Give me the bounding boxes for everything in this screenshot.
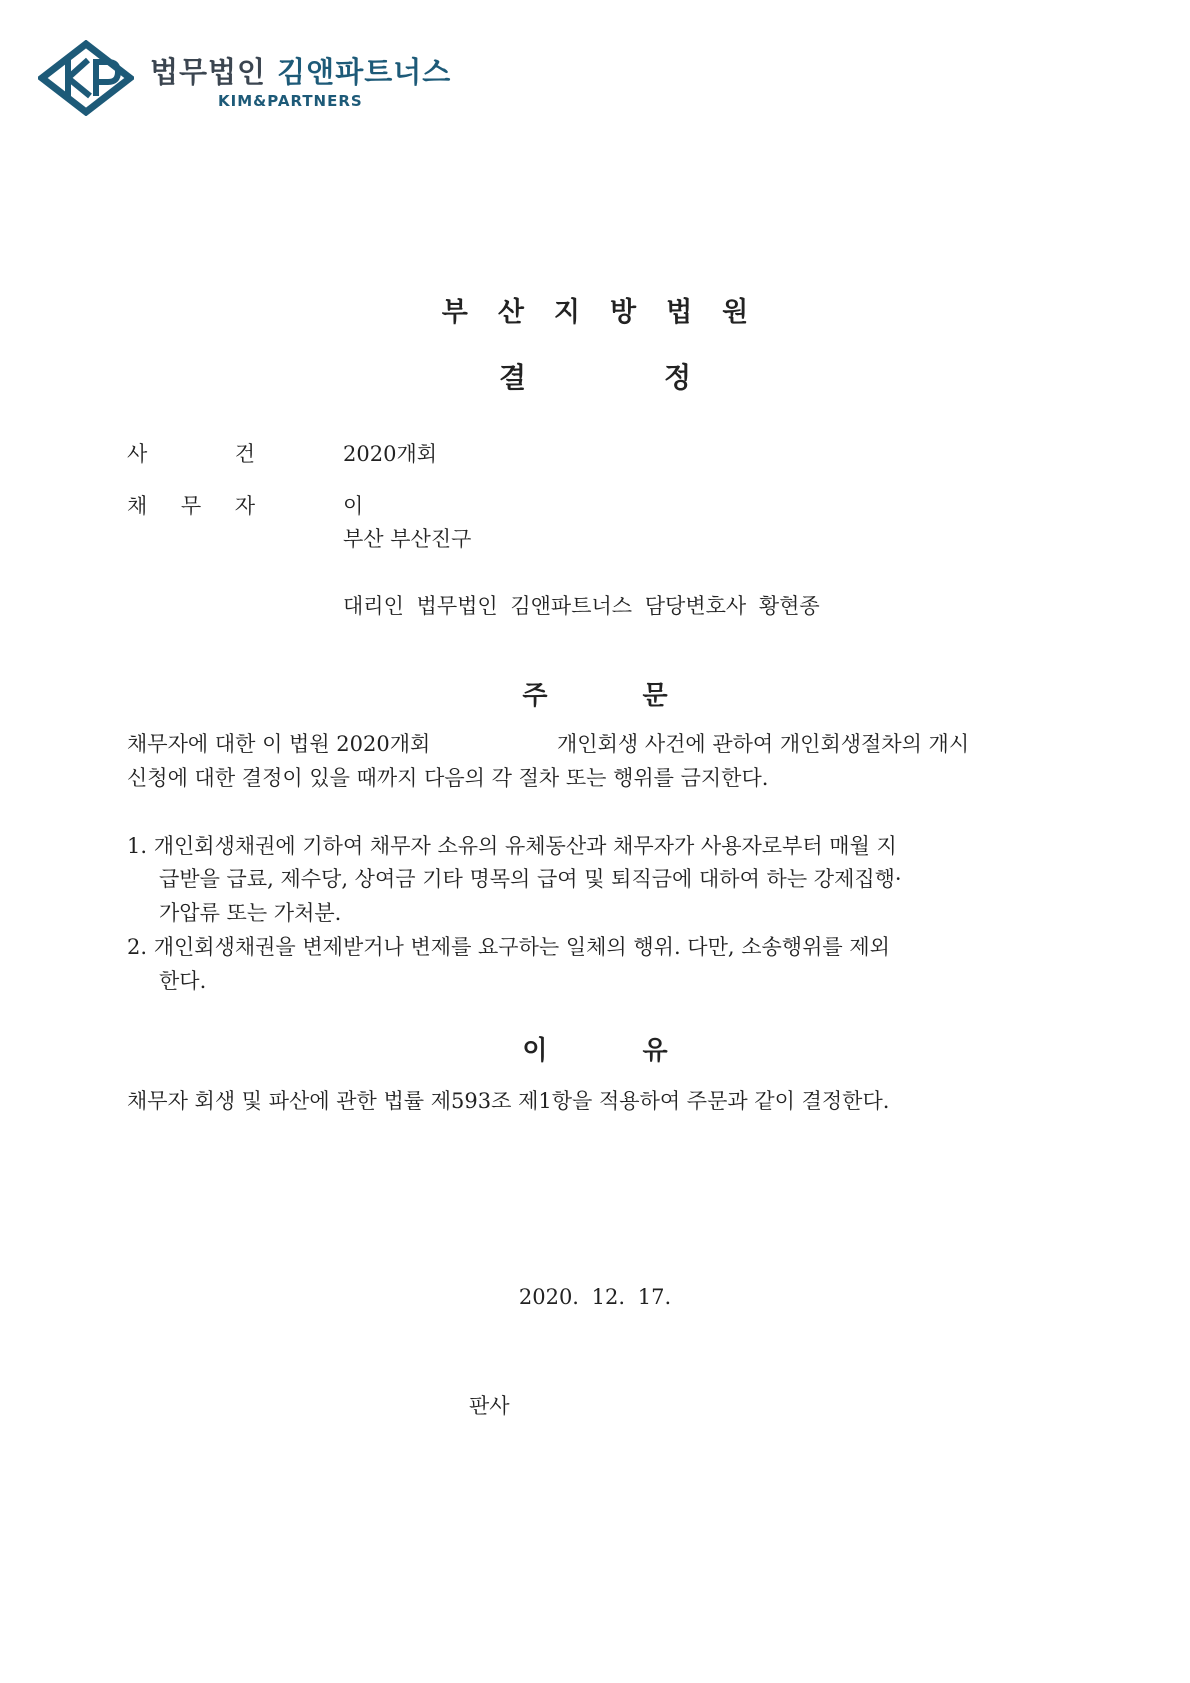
order-heading: 주문 — [522, 681, 763, 711]
debtor-address: 부산 부산진구 — [343, 527, 472, 551]
debtor-agent: 대리인 법무법인 김앤파트너스 담당변호사 황현종 — [343, 594, 820, 618]
case-number: 2020개회 — [343, 442, 438, 466]
debtor-label-char: 무 — [180, 494, 202, 518]
order-paragraph-line2: 신청에 대한 결정이 있을 때까지 다음의 각 절차 또는 행위를 금지한다. — [127, 766, 769, 790]
debtor-label — [127, 490, 255, 520]
case-label — [127, 438, 255, 468]
firm-logo — [38, 40, 458, 120]
case-label-char: 건 — [234, 442, 255, 466]
court-name: 부산지방법원 — [441, 297, 779, 328]
firm-name-main: 김앤파트너스 — [277, 55, 452, 89]
order-paragraph-line1a: 채무자에 대한 이 법원 2020개회 — [127, 732, 431, 756]
order-item-1-line3: 가압류 또는 가처분. — [159, 901, 342, 925]
debtor-label-char: 자 — [234, 494, 255, 518]
order-paragraph-line1b: 개인회생 사건에 관하여 개인회생절차의 개시 — [557, 732, 970, 756]
reason-text: 채무자 회생 및 파산에 관한 법률 제593조 제1항을 적용하여 주문과 같이 결정한다. — [127, 1089, 890, 1113]
order-item-2-line1: 2. 개인회생채권을 변제받거나 변제를 요구하는 일체의 행위. 다만, 소송행위를 제외 — [127, 935, 890, 959]
order-item-2-line2: 한다. — [159, 969, 207, 993]
reason-heading: 이유 — [522, 1036, 763, 1066]
firm-name-korean — [150, 50, 451, 91]
judge-label: 판사 — [469, 1394, 510, 1418]
order-item-1-line1: 1. 개인회생채권에 기하여 채무자 소유의 유체동산과 채무자가 사용자로부터 매월 지 — [127, 834, 897, 858]
order-item-1-line2: 급받을 급료, 제수당, 상여금 기타 명목의 급여 및 퇴직금에 대하여 하는 강제집행· — [159, 867, 902, 891]
document-title: 결정 — [498, 361, 830, 394]
decision-date: 2020. 12. 17. — [518, 1285, 672, 1309]
debtor-name: 이 — [343, 494, 364, 518]
firm-name-english: KIM&PARTNERS — [218, 92, 363, 110]
debtor-label-char: 채 — [127, 494, 148, 518]
firm-name-prefix: 법무법인 — [150, 55, 267, 89]
firm-logo-mark-icon — [38, 40, 134, 116]
case-label-char: 사 — [127, 442, 148, 466]
